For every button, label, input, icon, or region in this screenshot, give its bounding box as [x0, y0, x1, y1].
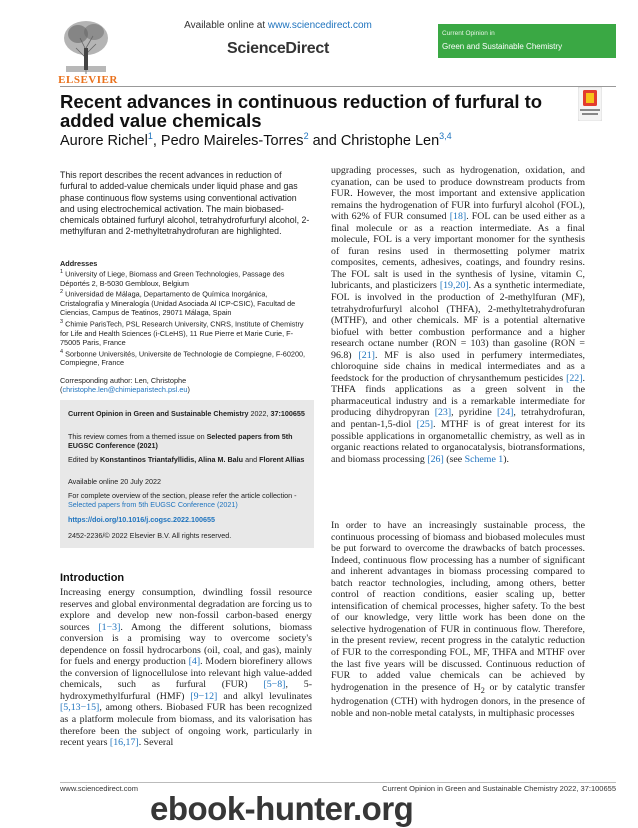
citation-ref[interactable]: [4] — [188, 656, 201, 668]
citation-article-number: 37:100655 — [270, 409, 305, 418]
subscript: 2 — [480, 685, 485, 695]
overview-line — [68, 491, 308, 510]
address-number: 3 — [60, 318, 64, 325]
address-number: 4 — [60, 348, 64, 355]
citation-ref[interactable]: [16,17] — [109, 737, 139, 749]
right-column-paragraph-1 — [331, 165, 585, 465]
journal-banner-line1: Current Opinion in — [442, 30, 495, 37]
address-number: 2 — [60, 289, 64, 296]
address-text: University of Liege, Biomass and Green Technologies, Passage des Déportés 2, B-5030 Gembloux, Belgium — [60, 269, 285, 288]
body-text: (see — [446, 453, 463, 465]
corresponding-prefix: Corresponding author: Len, Christophe ( — [60, 376, 187, 395]
doi-link[interactable] — [68, 515, 308, 524]
corresponding-email-link[interactable]: christophe.len@chimieparistech.psl.eu — [62, 385, 188, 395]
scheme-link[interactable]: Scheme 1 — [464, 453, 504, 465]
author-name: Aurore Richel — [60, 132, 148, 149]
footer-citation: Current Opinion in Green and Sustainable Chemistry 2022, 37:100655 — [382, 784, 616, 793]
body-text: , 5-hydroxymethylfurfural (HMF) — [60, 679, 313, 702]
editors-line — [68, 455, 308, 464]
elsevier-wordmark: ELSEVIER — [58, 74, 118, 86]
themed-prefix: This review comes from a themed issue on — [68, 432, 205, 441]
body-text: or by catalytic transfer hydrogenation (CTH) with hydrogen donors, in the presence of noble and non-noble metal catalysts, in multiphasic processes — [331, 681, 585, 719]
author-affiliation-ref[interactable]: 2 — [303, 131, 309, 141]
citation-year: 2022, — [250, 409, 269, 418]
addresses-heading: Addresses — [60, 259, 98, 268]
body-text: In order to have an increasingly sustainable process, the continuous processing of biomass and biobased molecules must be put forward to overcome the drawbacks of batch processes. Indeed, continuous flow processing has a number of significant and inherent advantages in biomass processing compared to batch reactor technologies, including, among others, better control of reaction conditions, easier scaling up, better intensification of chemical processes, higher safety. To the best of our knowledge, very little work has been done on the selective hydrogenation of FUR in continuous flow. Therefore, in the present review, recent progress in the catalytic reduction of FUR to the corresponding FOL, MF, THFA and MTHF over the last five years will be discussed. Continuous reduction of FUR to added value chemicals can be achieved by hydrogenation in the presence of H — [331, 520, 585, 693]
body-text: and alkyl levulinates — [223, 690, 312, 702]
address-item — [60, 318, 310, 348]
author-affiliation-ref[interactable]: 1 — [147, 131, 153, 141]
author-list — [60, 131, 590, 149]
body-text: . Modern biorefinery allows the conversion of lignocellulose into relevant high value-added chemicals, such as furfural (FUR) — [60, 656, 312, 691]
editor-last-name: Florent Allias — [259, 455, 305, 464]
editor-names: Konstantinos Triantafyllidis, Alina M. Balu — [99, 455, 244, 464]
citation-ref[interactable]: [21] — [358, 349, 375, 361]
edited-prefix: Edited by — [68, 455, 98, 464]
body-text: . Several — [138, 737, 174, 749]
themed-issue-line — [68, 432, 308, 451]
citation-ref[interactable]: [26] — [427, 453, 444, 465]
citation-ref[interactable]: [23] — [434, 407, 452, 419]
author-affiliation-ref[interactable]: 3,4 — [439, 131, 452, 141]
citation-line — [68, 409, 308, 418]
overview-prefix: For complete overview of the section, please refer the article collection - — [68, 491, 297, 500]
corresponding-suffix: ) — [187, 385, 190, 395]
citation-ref[interactable]: [24] — [496, 407, 514, 419]
body-text: . As a synthetic intermediate, FOL is involved in the production of 2-methylfuran (MF), tetrahydrofurfuryl alcohol (THFA), 2-methyltetrahydrofuran (MTHF), and other chemicals. MF is a potential alternative biofuel with better combustion performance and a higher research octane number (RON = 103) than gasoline (RON = 96.8) — [331, 280, 585, 361]
footer-website[interactable]: www.sciencedirect.com — [60, 784, 138, 793]
address-text: Chimie ParisTech, PSL Research University, CNRS, Institute of Chemistry for Life and Health Sciences (i-CLeHS), 11 Rue Pierre et Marie Curie, F-75005 Paris, France — [60, 319, 304, 348]
collection-link[interactable]: Selected papers from 5th EUGSC Conference (2021) — [68, 500, 238, 510]
header-divider — [60, 86, 616, 87]
body-text: upgrading processes, such as hydrogenation, oxidation, and cyanation, can be used to produce downstream products from FUR. However, the most important and extensive application remains the hydrogenation of FUR into furfuryl alcohol (FOL), with 62% of FUR consumed — [331, 165, 585, 223]
elsevier-tree-logo — [60, 18, 112, 76]
citation-ref[interactable]: [22] — [566, 372, 583, 384]
citation-ref[interactable]: [25] — [416, 419, 434, 431]
address-item — [60, 348, 310, 368]
journal-banner-line2: Green and Sustainable Chemistry — [442, 42, 563, 51]
address-item — [60, 268, 310, 288]
journal-banner — [438, 24, 616, 58]
sciencedirect-link[interactable]: www.sciencedirect.com — [267, 20, 372, 31]
article-info-box — [60, 400, 314, 548]
citation-ref[interactable]: [5−8] — [263, 679, 286, 691]
address-text: Sorbonne Universités, Universite de Technologie de Compiegne, F-60200, Compiegne, France — [60, 348, 306, 368]
corresponding-author — [60, 376, 310, 395]
availability-line — [183, 20, 373, 31]
body-text: . MTHF is of great interest for its possible applications in organometallic chemistry, as well as in organic reactions related to organocatalysis, biotransformations, and biomass processing — [331, 419, 585, 465]
author-name: Pedro Maireles-Torres — [160, 132, 304, 149]
watermark-text: ebook-hunter.org — [150, 790, 414, 827]
author-separator: , — [152, 132, 161, 149]
doi-text[interactable]: https://doi.org/10.1016/j.cogsc.2022.100655 — [68, 515, 216, 524]
address-text: Universidad de Málaga, Departamento de Química Inorgánica, Cristalografía y Mineralogía (Unidad Asociada Al ICP-CSIC), Facultad de Ciencias, Campus de Teatinos, 29071 Málaga, Spain — [60, 289, 296, 318]
author-separator: and — [308, 132, 341, 149]
body-text: . Among the different solutions, biomass conversion is a promising way to overcome society's dependence on fossil hydrocarbons (oil, coal, and gas), mainly for fuels and energy production — [60, 621, 312, 668]
body-text: , among others. Biobased FUR has been recognized as a platform molecule from biomass, and its valorisation has therefore been the subject of ongoing work, particularly in recent years — [60, 702, 312, 749]
citation-journal: Current Opinion in Green and Sustainable Chemistry — [68, 409, 249, 418]
available-date: Available online 20 July 2022 — [68, 477, 161, 486]
body-text: , pyridine — [451, 407, 492, 419]
body-text: ). — [503, 453, 510, 465]
right-column-paragraph-2 — [331, 520, 585, 719]
themed-issue-name: Selected papers from 5th EUGSC Conference (2021) — [68, 432, 293, 451]
address-item — [60, 288, 310, 318]
abstract-text: This report describes the recent advances in reduction of furfural to added-value chemicals under liquid phase and gas phase continuous flow systems using conventional activation and using electrochemical activation. The main biobased-chemicals obtained furfuryl alcohol, tetrahydrofurfuryl alcohol, 2-methylfuran and 2-methyltetrahydrofuran are highlighted. — [60, 170, 310, 237]
body-text: . MF is also used in perfumery intermediates, chloroquine side chains in medical intermediates and as a feedstock for the production of chrysanthemum pesticides — [331, 349, 586, 384]
address-number: 1 — [60, 269, 64, 275]
copyright-line: 2452-2236/© 2022 Elsevier B.V. All rights reserved. — [68, 531, 232, 540]
introduction-heading: Introduction — [60, 572, 125, 584]
article-title: Recent advances in continuous reduction of furfural to added value chemicals — [60, 91, 543, 131]
check-for-updates-icon[interactable] — [578, 87, 602, 121]
sciencedirect-wordmark: ScienceDirect — [227, 40, 329, 57]
citation-ref[interactable]: [19,20] — [439, 280, 469, 292]
citation-ref[interactable]: [5,13−15] — [60, 702, 100, 714]
citation-ref[interactable]: [9−12] — [190, 690, 218, 702]
availability-prefix: Available online at — [184, 20, 266, 31]
addresses-list — [60, 268, 310, 368]
footer-divider — [60, 782, 616, 783]
citation-ref[interactable]: [1−3] — [98, 621, 121, 633]
body-text: . THFA finds applications as a green solvent in the pharmaceutical industry and is a remarkable intermediate for producing dihydropyran — [331, 372, 585, 419]
citation-ref[interactable]: [18] — [449, 211, 467, 223]
body-text: , tetrahydrofuran, and pentan-1,5-diol — [331, 407, 585, 431]
introduction-paragraph — [60, 587, 312, 749]
body-text: . FOL can be used either as a final molecule or as a reaction intermediate. As a final molecule, FOL is a very important monomer for the synthesis of furan resins used in thermosetting polymer matrix composites, cements, adhesives, coatings, and foundry resins. The FOL salt is used in the synthesis of lysine, vitamin C, lubricants, and plasticizers — [331, 211, 585, 292]
body-text: Increasing energy consumption, dwindling fossil resource reserves and global environmental degradation are forcing us to explore and develop new non-fossil carbon-based energy sources — [60, 587, 312, 633]
editors-and: and — [245, 455, 258, 464]
author-name: Christophe Len — [340, 132, 440, 149]
